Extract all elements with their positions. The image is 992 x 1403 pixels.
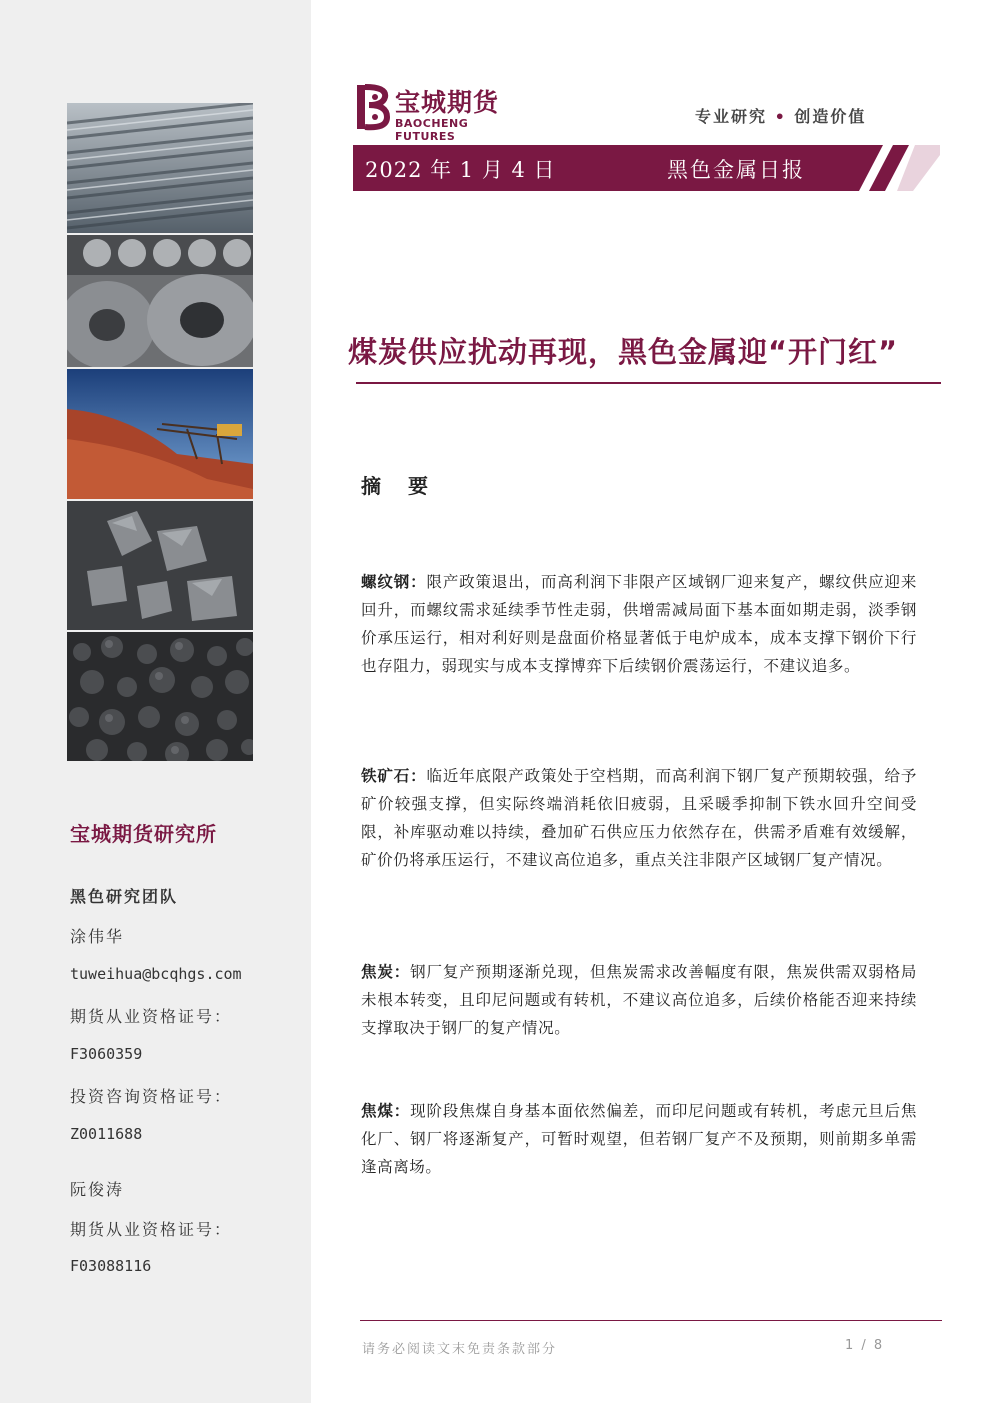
section-label: 铁矿石： xyxy=(361,767,427,785)
page-number: 1 / 8 xyxy=(845,1338,885,1353)
section-text: 限产政策退出，而高利润下非限产区域钢厂迎来复产，螺纹供应迎来回升，而螺纹需求延续季节性走弱，供增需减局面下基本面如期走弱，淡季钢价承压运行，相对利好则是盘面价格显著低于电炉成本，成本支撑下钢价下行也存阻力，弱现实与成本支撑博弈下后续钢价震荡运行，不建议追多。 xyxy=(361,573,917,675)
footer-divider xyxy=(360,1320,942,1321)
sidebar xyxy=(0,0,311,1403)
logo-english-name: BAOCHENG FUTURES xyxy=(395,117,469,143)
analyst1-name: 涂伟华 xyxy=(70,927,125,946)
analyst2-cert: F03088116 xyxy=(70,1257,152,1275)
slogan xyxy=(695,104,866,127)
coke-photo xyxy=(67,501,253,630)
logo-chinese-name: 宝城期货 xyxy=(395,88,500,117)
analyst1-invest: Z0011688 xyxy=(70,1125,143,1143)
rebar-photo xyxy=(67,103,253,233)
section-label: 焦煤： xyxy=(361,1102,411,1120)
company-logo xyxy=(355,83,525,143)
team-name: 黑色研究团队 xyxy=(70,887,179,906)
slogan-left: 专业研究 xyxy=(695,107,768,126)
section-text: 现阶段焦煤自身基本面依然偏差，而印尼问题或有转机，考虑元旦后焦化厂、钢厂将逐渐复产，可暂时观望，但若钢厂复产不及预期，则前期多单需逢高离场。 xyxy=(361,1102,917,1176)
analyst1-invest-label: 投资咨询资格证号： xyxy=(70,1087,233,1106)
section-label: 焦炭： xyxy=(361,963,411,981)
section-text: 钢厂复产预期逐渐兑现，但焦炭需求改善幅度有限，焦炭供需双弱格局未根本转变，且印尼问题或有转机，不建议高位追多，后续价格能否迎来持续支撑取决于钢厂的复产情况。 xyxy=(361,963,917,1037)
footer-disclaimer: 请务必阅读文末免责条款部分 xyxy=(362,1342,558,1357)
abstract-heading: 摘 要 xyxy=(361,474,438,498)
report-type: 黑色金属日报 xyxy=(667,158,805,182)
section-iron-ore xyxy=(361,762,917,874)
section-label: 螺纹钢： xyxy=(361,573,427,591)
section-coking-coal xyxy=(361,1097,917,1181)
slogan-separator: • xyxy=(774,107,787,126)
section-coke xyxy=(361,958,917,1042)
institute-name: 宝城期货研究所 xyxy=(70,822,217,846)
analyst2-cert-label: 期货从业资格证号： xyxy=(70,1220,233,1239)
analyst2-name: 阮俊涛 xyxy=(70,1180,125,1199)
logo-mark-icon xyxy=(355,83,391,131)
report-headline: 煤炭供应扰动再现，黑色金属迎“开门红” xyxy=(348,335,899,369)
slogan-right: 创造价值 xyxy=(794,107,867,126)
analyst1-cert-label: 期货从业资格证号： xyxy=(70,1007,233,1026)
analyst1-email[interactable]: tuweihua@bcqhgs.com xyxy=(70,965,242,983)
steel-coil-photo xyxy=(67,235,253,367)
coal-photo xyxy=(67,632,253,761)
analyst1-cert: F3060359 xyxy=(70,1045,143,1063)
section-rebar xyxy=(361,568,917,680)
iron-ore-photo xyxy=(67,369,253,499)
report-date: 2022 年 1 月 4 日 xyxy=(365,158,556,182)
headline-divider xyxy=(356,382,941,384)
section-text: 临近年底限产政策处于空档期，而高利润下钢厂复产预期较强，给予矿价较强支撑，但实际终端消耗依旧疲弱，且采暖季抑制下铁水回升空间受限，补库驱动难以持续，叠加矿石供应压力依然存在，供需矛盾难有效缓解，矿价仍将承压运行，不建议高位追多，重点关注非限产区域钢厂复产情况。 xyxy=(361,767,917,869)
